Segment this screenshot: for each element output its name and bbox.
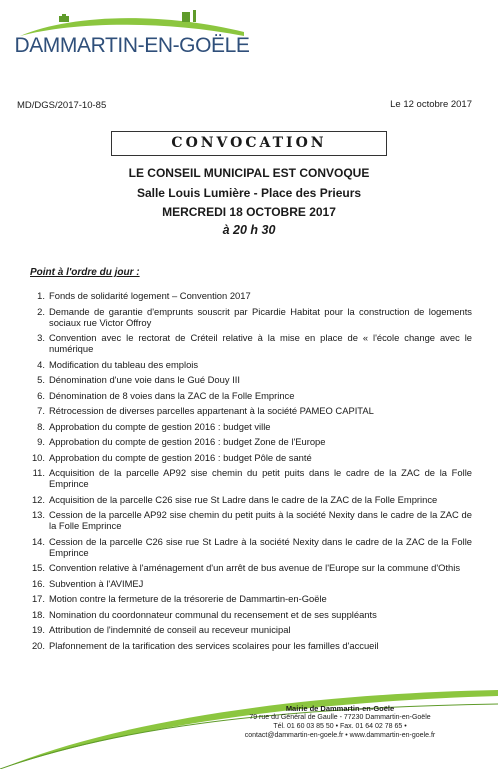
agenda-item-text: Plafonnement de la tarification des services scolaires pour les familles d'accueil — [49, 639, 379, 651]
agenda-item — [30, 436, 472, 447]
agenda-item-text: Dénomination de 8 voies dans la ZAC de la Folle Emprince — [49, 389, 295, 401]
agenda-item — [30, 374, 472, 385]
agenda-item-number: 10. — [31, 451, 45, 463]
agenda-item-text: Convention relative à l'aménagement d'un arrêt de bus avenue de l'Europe sur la commune d'Othis — [49, 562, 461, 573]
agenda-item — [30, 390, 472, 401]
agenda-item-text: Approbation du compte de gestion 2016 : budget Pôle de santé — [49, 451, 312, 463]
agenda-item — [30, 609, 472, 620]
town-logo — [12, 6, 252, 68]
agenda-item — [30, 332, 472, 354]
footer-contact-line: contact@dammartin-en-goele.fr • www.dammartin-en-goele.fr — [244, 732, 436, 739]
agenda-item-number: 13. — [31, 509, 45, 520]
agenda-item-text: Fonds de solidarité logement – Convention 2017 — [49, 290, 251, 301]
agenda-item — [30, 467, 472, 489]
agenda-item-text: Attribution de l'indemnité de conseil au receveur municipal — [49, 624, 291, 635]
agenda-item — [30, 562, 472, 573]
agenda-item — [30, 405, 472, 416]
agenda-item-number: 5. — [37, 374, 45, 385]
agenda-item — [30, 624, 472, 635]
agenda-item-text: Acquisition de la parcelle AP92 sise chemin du petit puits dans le cadre de la ZAC de la Folle Emprince — [49, 467, 472, 489]
footer-contact — [200, 704, 480, 740]
meeting-location: Salle Louis Lumière - Place des Prieurs — [136, 186, 362, 200]
meeting-time: à 20 h 30 — [222, 223, 276, 237]
agenda-item-number: 1. — [37, 290, 45, 301]
agenda-item-text: Demande de garantie d'emprunts souscrit par Picardie Habitat pour la construction de logements sociaux rue Victor Offroy — [49, 305, 472, 328]
agenda-item-number: 19. — [31, 624, 45, 635]
agenda-item-text: Convention avec le rectorat de Créteil relative à la mise en place de « l'école change avec le numérique — [49, 332, 472, 354]
convocation-title-box: CONVOCATION — [111, 131, 387, 156]
agenda-item-number: 3. — [37, 332, 45, 343]
agenda-item-number: 9. — [37, 436, 45, 447]
agenda-item-text: Subvention à l'AVIMEJ — [49, 577, 144, 589]
logo-text: DAMMARTIN-EN-GOËLE — [14, 34, 250, 57]
agenda-item-text: Dénomination d'une voie dans le Gué Douy III — [49, 374, 240, 385]
agenda-item-number: 7. — [37, 405, 45, 416]
convocation-subject: LE CONSEIL MUNICIPAL EST CONVOQUE — [128, 166, 370, 180]
agenda-item-number: 20. — [31, 639, 45, 651]
agenda-item — [30, 359, 472, 370]
agenda-item-text: Rétrocession de diverses parcelles appartenant à la société PAMEO CAPITAL — [49, 405, 374, 416]
footer-name: Mairie de Dammartin-en-Goële — [285, 704, 395, 713]
agenda-item — [30, 421, 472, 432]
meeting-date: MERCREDI 18 OCTOBRE 2017 — [162, 205, 336, 219]
agenda-list — [30, 290, 472, 655]
agenda-item-text: Motion contre la fermeture de la trésorerie de Dammartin-en-Goële — [49, 593, 327, 604]
agenda-item — [30, 640, 472, 651]
agenda-item-number: 2. — [37, 305, 45, 317]
agenda-item-number: 11. — [32, 467, 45, 478]
agenda-item-text: Acquisition de la parcelle C26 sise rue St Ladre dans le cadre de la ZAC de la Folle Emprince — [49, 493, 438, 505]
agenda-item — [30, 536, 472, 558]
footer-address: 79 rue du Général de Gaulle - 77230 Dammartin-en-Goële — [249, 714, 431, 721]
document-date: Le 12 octobre 2017 — [390, 99, 472, 110]
agenda-item-number: 17. — [31, 593, 45, 604]
footer-phone: Tél. 01 60 03 85 50 • Fax. 01 64 02 78 65 • — [273, 723, 407, 730]
agenda-item — [30, 452, 472, 463]
agenda-item-text: Nomination du coordonnateur communal du recensement et de ses suppléants — [49, 608, 377, 620]
agenda-item-number: 6. — [37, 389, 45, 401]
agenda-item-number: 14. — [31, 535, 45, 547]
agenda-item-number: 12. — [31, 493, 45, 505]
reference-number: MD/DGS/2017-10-85 — [17, 100, 107, 111]
agenda-item-number: 8. — [37, 420, 45, 432]
agenda-item-number: 18. — [31, 608, 45, 620]
agenda-item-number: 15. — [31, 562, 45, 573]
agenda-item — [30, 593, 472, 604]
agenda-item-text: Approbation du compte de gestion 2016 : budget Zone de l'Europe — [49, 436, 326, 447]
agenda-item-number: 4. — [37, 358, 45, 370]
agenda-item-text: Cession de la parcelle AP92 sise chemin du petit puits à la société Nexity dans le cadre de la ZAC de la Folle Emprince — [49, 509, 472, 531]
agenda-item — [30, 509, 472, 531]
agenda-item — [30, 290, 472, 301]
agenda-item-text: Modification du tableau des emplois — [49, 358, 199, 370]
agenda-item — [30, 306, 472, 328]
agenda-item-text: Approbation du compte de gestion 2016 : budget ville — [49, 420, 271, 432]
agenda-item — [30, 578, 472, 589]
agenda-item-number: 16. — [31, 577, 45, 589]
agenda-item — [30, 494, 472, 505]
agenda-item-text: Cession de la parcelle C26 sise rue St Ladre à la société Nexity dans le cadre de la ZAC de la Folle Emprince — [49, 535, 472, 558]
agenda-heading: Point à l'ordre du jour : — [30, 267, 140, 278]
